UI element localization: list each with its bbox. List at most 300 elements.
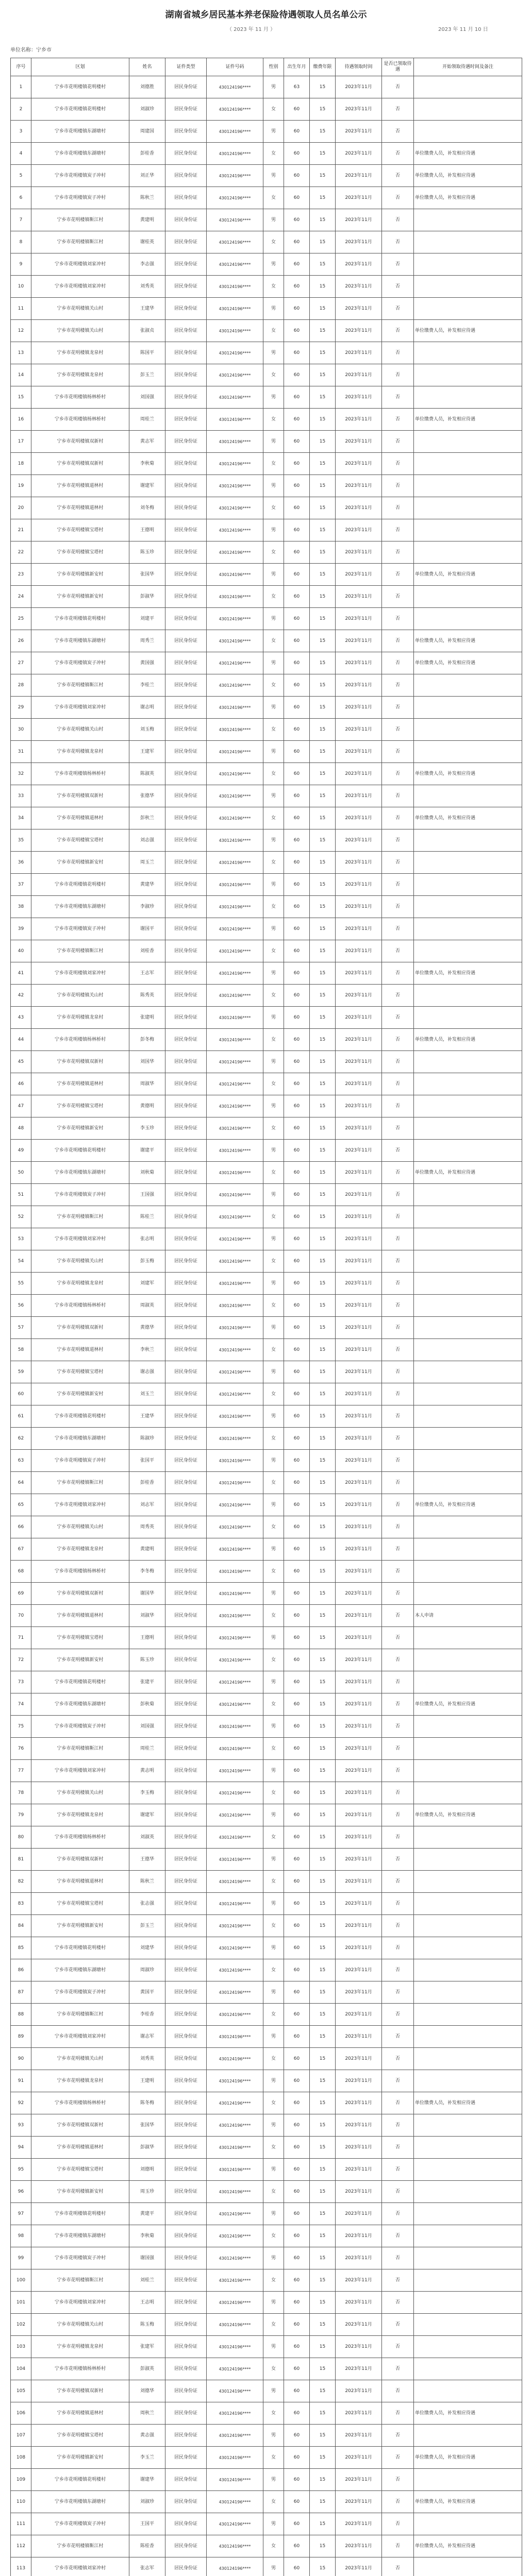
table-cell: 否 (382, 2225, 414, 2247)
table-cell: 女 (263, 1605, 284, 1627)
table-cell: 107 (11, 2425, 31, 2447)
table-cell: 2023年11月 (336, 2358, 382, 2380)
table-cell: 60 (284, 276, 310, 298)
table-cell: 2023年11月 (336, 1849, 382, 1871)
table-cell: 2023年11月 (336, 763, 382, 785)
table-cell: 15 (310, 1782, 336, 1804)
table-cell: 45 (11, 1051, 31, 1073)
table-cell: 否 (382, 2513, 414, 2535)
table-cell: 430124196**** (207, 1405, 263, 1428)
table-cell: 否 (382, 143, 414, 165)
table-cell: 居民身份证 (165, 231, 207, 253)
table-cell: 60 (284, 497, 310, 519)
table-cell: 18 (11, 453, 31, 475)
table-cell: 居民身份证 (165, 253, 207, 276)
table-cell: 60 (284, 2026, 310, 2048)
table-cell: 男 (263, 1627, 284, 1649)
table-cell: 60 (284, 1605, 310, 1627)
table-row (11, 1959, 522, 1981)
table-cell: 宁乡市花明楼镇杨林桥村 (31, 1826, 129, 1849)
table-cell: 男 (263, 962, 284, 985)
table-cell: 宁乡市花明楼镇新安村 (31, 1649, 129, 1671)
table-cell: 否 (382, 1273, 414, 1295)
table-cell: 15 (310, 1738, 336, 1760)
table-cell: 宁乡市花明楼镇龙泉村 (31, 1804, 129, 1826)
table-row (11, 2557, 522, 2576)
table-row (11, 165, 522, 187)
table-cell: 2023年11月 (336, 2225, 382, 2247)
table-cell: 否 (382, 1295, 414, 1317)
table-row (11, 940, 522, 962)
table-cell: 92 (11, 2092, 31, 2114)
table-cell: 2023年11月 (336, 940, 382, 962)
table-cell: 刘淑华 (129, 1605, 165, 1627)
table-cell: 否 (382, 76, 414, 98)
table-cell: 女 (263, 2314, 284, 2336)
table-cell: 刘国强 (129, 1716, 165, 1738)
table-cell (414, 1959, 522, 1981)
table-cell: 60 (284, 1029, 310, 1051)
table-cell: 王德明 (129, 519, 165, 541)
table-cell: 2023年11月 (336, 985, 382, 1007)
table-cell: 居民身份证 (165, 98, 207, 121)
table-cell: 430124196**** (207, 386, 263, 409)
table-cell: 居民身份证 (165, 2004, 207, 2026)
table-cell: 4 (11, 143, 31, 165)
table-cell: 宁乡市花明楼镇花明楼村 (31, 608, 129, 630)
table-cell: 男 (263, 121, 284, 143)
table-cell: 60 (284, 630, 310, 652)
table-cell: 张志军 (129, 2557, 165, 2576)
table-cell: 否 (382, 2358, 414, 2380)
table-row (11, 98, 522, 121)
table-cell: 112 (11, 2535, 31, 2557)
table-cell: 居民身份证 (165, 165, 207, 187)
table-cell: 宁乡市花明楼镇花明楼村 (31, 874, 129, 896)
table-cell: 62 (11, 1428, 31, 1450)
table-cell: 82 (11, 1871, 31, 1893)
table-cell: 居民身份证 (165, 76, 207, 98)
table-cell: 周秀兰 (129, 630, 165, 652)
table-cell: 男 (263, 785, 284, 807)
table-cell: 430124196**** (207, 1538, 263, 1561)
table-cell (414, 1206, 522, 1228)
table-cell: 男 (263, 1095, 284, 1117)
table-cell: 37 (11, 874, 31, 896)
table-cell: 15 (310, 2203, 336, 2225)
table-cell: 否 (382, 1671, 414, 1693)
table-cell: 李淑珍 (129, 896, 165, 918)
table-cell: 60 (284, 1937, 310, 1959)
column-header: 序号 (11, 58, 31, 76)
table-cell: 宁乡市花明楼镇新安村 (31, 852, 129, 874)
table-cell: 70 (11, 1605, 31, 1627)
table-cell: 15 (310, 187, 336, 209)
table-cell: 居民身份证 (165, 2358, 207, 2380)
table-cell: 否 (382, 1250, 414, 1273)
table-cell: 15 (310, 475, 336, 497)
table-cell: 430124196**** (207, 2137, 263, 2159)
table-cell: 否 (382, 364, 414, 386)
table-cell: 2023年11月 (336, 1428, 382, 1450)
table-row (11, 652, 522, 674)
table-cell: 2023年11月 (336, 1295, 382, 1317)
table-cell: 宁乡市花明楼镇东湖塘村 (31, 143, 129, 165)
table-cell: 居民身份证 (165, 2137, 207, 2159)
table-cell: 宁乡市花明楼镇东湖塘村 (31, 1693, 129, 1716)
table-cell: 2023年11月 (336, 697, 382, 719)
table-cell: 男 (263, 1538, 284, 1561)
table-cell: 女 (263, 1428, 284, 1450)
table-cell: 15 (310, 76, 336, 98)
table-cell: 15 (310, 1228, 336, 1250)
table-cell: 2023年11月 (336, 1671, 382, 1693)
table-cell: 60 (284, 1007, 310, 1029)
table-cell: 宁乡市花明楼镇宝塔村 (31, 1893, 129, 1915)
table-cell: 男 (263, 1361, 284, 1383)
table-cell: 15 (310, 1428, 336, 1450)
table-cell: 15 (310, 409, 336, 431)
table-cell: 居民身份证 (165, 1738, 207, 1760)
table-row (11, 253, 522, 276)
table-cell: 2023年11月 (336, 431, 382, 453)
table-row (11, 1117, 522, 1140)
table-row (11, 1627, 522, 1649)
table-cell: 女 (263, 2535, 284, 2557)
table-cell: 430124196**** (207, 1450, 263, 1472)
table-cell: 15 (310, 564, 336, 586)
table-cell (414, 231, 522, 253)
table-cell: 否 (382, 2491, 414, 2513)
table-cell: 刘国强 (129, 386, 165, 409)
table-cell: 否 (382, 2159, 414, 2181)
table-cell: 56 (11, 1295, 31, 1317)
table-cell: 15 (310, 2269, 336, 2292)
table-row (11, 2137, 522, 2159)
table-cell: 否 (382, 1184, 414, 1206)
table-cell: 女 (263, 2048, 284, 2070)
table-cell: 2023年11月 (336, 2048, 382, 2070)
table-cell: 否 (382, 342, 414, 364)
table-cell: 60 (284, 1339, 310, 1361)
table-cell: 60 (284, 2557, 310, 2576)
table-cell (414, 386, 522, 409)
table-cell: 2023年11月 (336, 719, 382, 741)
table-cell: 430124196**** (207, 1782, 263, 1804)
table-cell: 谢志军 (129, 2026, 165, 2048)
table-cell: 男 (263, 519, 284, 541)
table-cell: 居民身份证 (165, 2402, 207, 2425)
table-cell: 宁乡市花明楼镇宝塔村 (31, 2159, 129, 2181)
table-cell: 女 (263, 2181, 284, 2203)
table-cell: 430124196**** (207, 1959, 263, 1981)
table-cell (414, 1450, 522, 1472)
table-cell: 60 (284, 143, 310, 165)
table-cell: 宁乡市花明楼镇花明楼村 (31, 2469, 129, 2491)
table-cell: 60 (284, 298, 310, 320)
table-cell: 居民身份证 (165, 630, 207, 652)
table-cell: 430124196**** (207, 1605, 263, 1627)
table-cell: 15 (310, 586, 336, 608)
table-cell: 刘德明 (129, 2159, 165, 2181)
table-cell: 113 (11, 2557, 31, 2576)
table-cell: 黄建明 (129, 209, 165, 231)
table-cell (414, 2114, 522, 2137)
table-cell: 2023年11月 (336, 2292, 382, 2314)
table-cell: 刘德华 (129, 2380, 165, 2402)
table-cell: 60 (284, 1671, 310, 1693)
table-cell: 83 (11, 1893, 31, 1915)
table-cell: 60 (284, 1760, 310, 1782)
table-cell: 2023年11月 (336, 1693, 382, 1716)
table-row (11, 121, 522, 143)
table-cell: 居民身份证 (165, 453, 207, 475)
table-cell: 430124196**** (207, 1073, 263, 1095)
table-cell (414, 2004, 522, 2026)
table-cell: 60 (284, 1405, 310, 1428)
table-row (11, 1361, 522, 1383)
table-cell: 60 (284, 1738, 310, 1760)
table-cell: 2023年11月 (336, 1538, 382, 1561)
column-header: 性别 (263, 58, 284, 76)
table-cell: 98 (11, 2225, 31, 2247)
table-cell (414, 586, 522, 608)
table-row (11, 1317, 522, 1339)
table-cell: 12 (11, 320, 31, 342)
table-cell: 否 (382, 1782, 414, 1804)
table-cell: 90 (11, 2048, 31, 2070)
table-cell: 430124196**** (207, 1250, 263, 1273)
table-cell: 女 (263, 852, 284, 874)
table-cell: 否 (382, 652, 414, 674)
table-cell: 居民身份证 (165, 852, 207, 874)
table-cell: 宁乡市花明楼镇东湖塘村 (31, 630, 129, 652)
table-cell: 居民身份证 (165, 719, 207, 741)
table-row (11, 1250, 522, 1273)
table-cell: 居民身份证 (165, 2336, 207, 2358)
table-cell: 否 (382, 1716, 414, 1738)
table-cell: 周淑华 (129, 1073, 165, 1095)
table-cell: 居民身份证 (165, 2425, 207, 2447)
table-cell: 李志强 (129, 253, 165, 276)
table-cell: 否 (382, 519, 414, 541)
table-cell: 60 (284, 2380, 310, 2402)
table-cell: 男 (263, 76, 284, 98)
table-cell: 15 (310, 1295, 336, 1317)
table-cell: 否 (382, 1605, 414, 1627)
table-cell: 2023年11月 (336, 98, 382, 121)
table-cell: 15 (310, 1073, 336, 1095)
table-cell (414, 209, 522, 231)
table-cell (414, 2137, 522, 2159)
table-cell: 2023年11月 (336, 209, 382, 231)
table-cell: 60 (284, 940, 310, 962)
table-row (11, 342, 522, 364)
table-cell (414, 475, 522, 497)
table-row (11, 2159, 522, 2181)
table-cell: 15 (310, 497, 336, 519)
table-cell: 430124196**** (207, 2513, 263, 2535)
table-cell: 宁乡市花明楼镇炭子冲村 (31, 2247, 129, 2269)
table-cell: 居民身份证 (165, 475, 207, 497)
table-cell (414, 98, 522, 121)
table-cell: 李秋菊 (129, 453, 165, 475)
table-cell: 否 (382, 1804, 414, 1826)
table-cell: 男 (263, 2380, 284, 2402)
table-cell: 15 (310, 2114, 336, 2137)
table-cell: 居民身份证 (165, 1206, 207, 1228)
table-cell: 35 (11, 829, 31, 852)
table-cell: 居民身份证 (165, 1450, 207, 1472)
table-cell: 宁乡市花明楼镇双新村 (31, 785, 129, 807)
table-cell (414, 342, 522, 364)
table-cell: 60 (11, 1383, 31, 1405)
table-cell: 2023年11月 (336, 1826, 382, 1849)
table-cell: 彭淑华 (129, 2137, 165, 2159)
table-cell: 2023年11月 (336, 541, 382, 564)
table-cell (414, 1716, 522, 1738)
table-cell: 15 (310, 1760, 336, 1782)
table-cell: 2023年11月 (336, 1007, 382, 1029)
table-cell: 否 (382, 187, 414, 209)
table-cell: 王建华 (129, 298, 165, 320)
table-cell: 周玉兰 (129, 852, 165, 874)
table-cell: 15 (310, 386, 336, 409)
table-cell: 60 (284, 1206, 310, 1228)
table-cell (414, 2336, 522, 2358)
table-cell: 15 (310, 2358, 336, 2380)
table-cell (414, 829, 522, 852)
table-cell: 66 (11, 1516, 31, 1538)
table-cell: 430124196**** (207, 1361, 263, 1383)
table-row (11, 187, 522, 209)
table-cell: 430124196**** (207, 231, 263, 253)
column-header: 是否已领取待遇 (382, 58, 414, 76)
table-cell: 6 (11, 187, 31, 209)
table-cell: 74 (11, 1693, 31, 1716)
table-row (11, 1738, 522, 1760)
table-cell: 宁乡市花明楼镇炭子冲村 (31, 2513, 129, 2535)
table-cell: 刘秀英 (129, 276, 165, 298)
table-cell: 否 (382, 541, 414, 564)
table-cell: 430124196**** (207, 2203, 263, 2225)
table-cell: 79 (11, 1804, 31, 1826)
table-cell: 宁乡市花明楼镇靳江村 (31, 1472, 129, 1494)
table-cell: 居民身份证 (165, 2247, 207, 2269)
table-cell: 2023年11月 (336, 298, 382, 320)
table-cell: 60 (284, 541, 310, 564)
table-cell: 15 (310, 2425, 336, 2447)
table-row (11, 674, 522, 697)
table-cell: 否 (382, 2336, 414, 2358)
table-cell: 430124196**** (207, 2314, 263, 2336)
table-cell: 否 (382, 564, 414, 586)
table-cell: 2023年11月 (336, 1981, 382, 2004)
table-row (11, 807, 522, 829)
table-row (11, 298, 522, 320)
table-cell: 15 (310, 2491, 336, 2513)
table-cell: 谢志明 (129, 697, 165, 719)
table-cell: 男 (263, 1893, 284, 1915)
table-cell: 60 (284, 165, 310, 187)
table-cell: 15 (310, 1117, 336, 1140)
table-cell: 否 (382, 674, 414, 697)
table-cell: 60 (284, 1871, 310, 1893)
table-cell: 宁乡市花明楼镇炭子冲村 (31, 918, 129, 940)
table-cell: 否 (382, 1693, 414, 1716)
table-cell (414, 2159, 522, 2181)
table-cell: 否 (382, 475, 414, 497)
table-cell: 居民身份证 (165, 187, 207, 209)
table-cell: 15 (310, 1184, 336, 1206)
table-cell: 430124196**** (207, 763, 263, 785)
table-cell: 84 (11, 1915, 31, 1937)
table-cell: 15 (310, 1361, 336, 1383)
table-cell: 否 (382, 1428, 414, 1450)
table-row (11, 763, 522, 785)
table-cell: 居民身份证 (165, 1693, 207, 1716)
table-cell: 居民身份证 (165, 1782, 207, 1804)
table-cell: 宁乡市花明楼镇宝塔村 (31, 829, 129, 852)
table-cell: 否 (382, 785, 414, 807)
table-cell: 否 (382, 1937, 414, 1959)
table-cell: 60 (284, 1804, 310, 1826)
table-cell: 否 (382, 630, 414, 652)
table-cell: 黄建平 (129, 2203, 165, 2225)
table-cell: 430124196**** (207, 697, 263, 719)
table-cell: 15 (310, 1959, 336, 1981)
table-cell: 居民身份证 (165, 320, 207, 342)
table-cell: 60 (284, 874, 310, 896)
table-cell: 李桂香 (129, 2004, 165, 2026)
table-cell: 430124196**** (207, 2336, 263, 2358)
table-cell: 宁乡市花明楼镇刘家冲村 (31, 2026, 129, 2048)
table-cell: 60 (284, 763, 310, 785)
table-row (11, 962, 522, 985)
table-cell: 15 (310, 2292, 336, 2314)
table-cell (414, 1561, 522, 1583)
table-cell: 58 (11, 1339, 31, 1361)
table-cell: 陈冬梅 (129, 2092, 165, 2114)
table-cell: 否 (382, 2269, 414, 2292)
table-cell: 60 (284, 1273, 310, 1295)
table-cell: 15 (310, 298, 336, 320)
table-cell: 男 (263, 874, 284, 896)
table-cell: 104 (11, 2358, 31, 2380)
table-cell: 15 (310, 1716, 336, 1738)
table-cell: 71 (11, 1627, 31, 1649)
table-cell: 60 (284, 1450, 310, 1472)
table-cell: 60 (284, 1383, 310, 1405)
table-cell: 宁乡市花明楼镇炭子冲村 (31, 187, 129, 209)
table-cell: 60 (284, 2225, 310, 2247)
table-row (11, 2181, 522, 2203)
table-cell: 94 (11, 2137, 31, 2159)
table-cell: 430124196**** (207, 2425, 263, 2447)
table-cell: 14 (11, 364, 31, 386)
table-cell: 宁乡市花明楼镇东湖塘村 (31, 1959, 129, 1981)
table-cell: 430124196**** (207, 2225, 263, 2247)
table-cell: 2023年11月 (336, 364, 382, 386)
table-cell: 430124196**** (207, 320, 263, 342)
table-cell: 51 (11, 1184, 31, 1206)
table-cell: 宁乡市花明楼镇东湖塘村 (31, 121, 129, 143)
table-cell: 居民身份证 (165, 2203, 207, 2225)
table-cell: 陈秋兰 (129, 187, 165, 209)
table-row (11, 1671, 522, 1693)
table-cell: 2023年11月 (336, 519, 382, 541)
table-cell: 430124196**** (207, 1494, 263, 1516)
